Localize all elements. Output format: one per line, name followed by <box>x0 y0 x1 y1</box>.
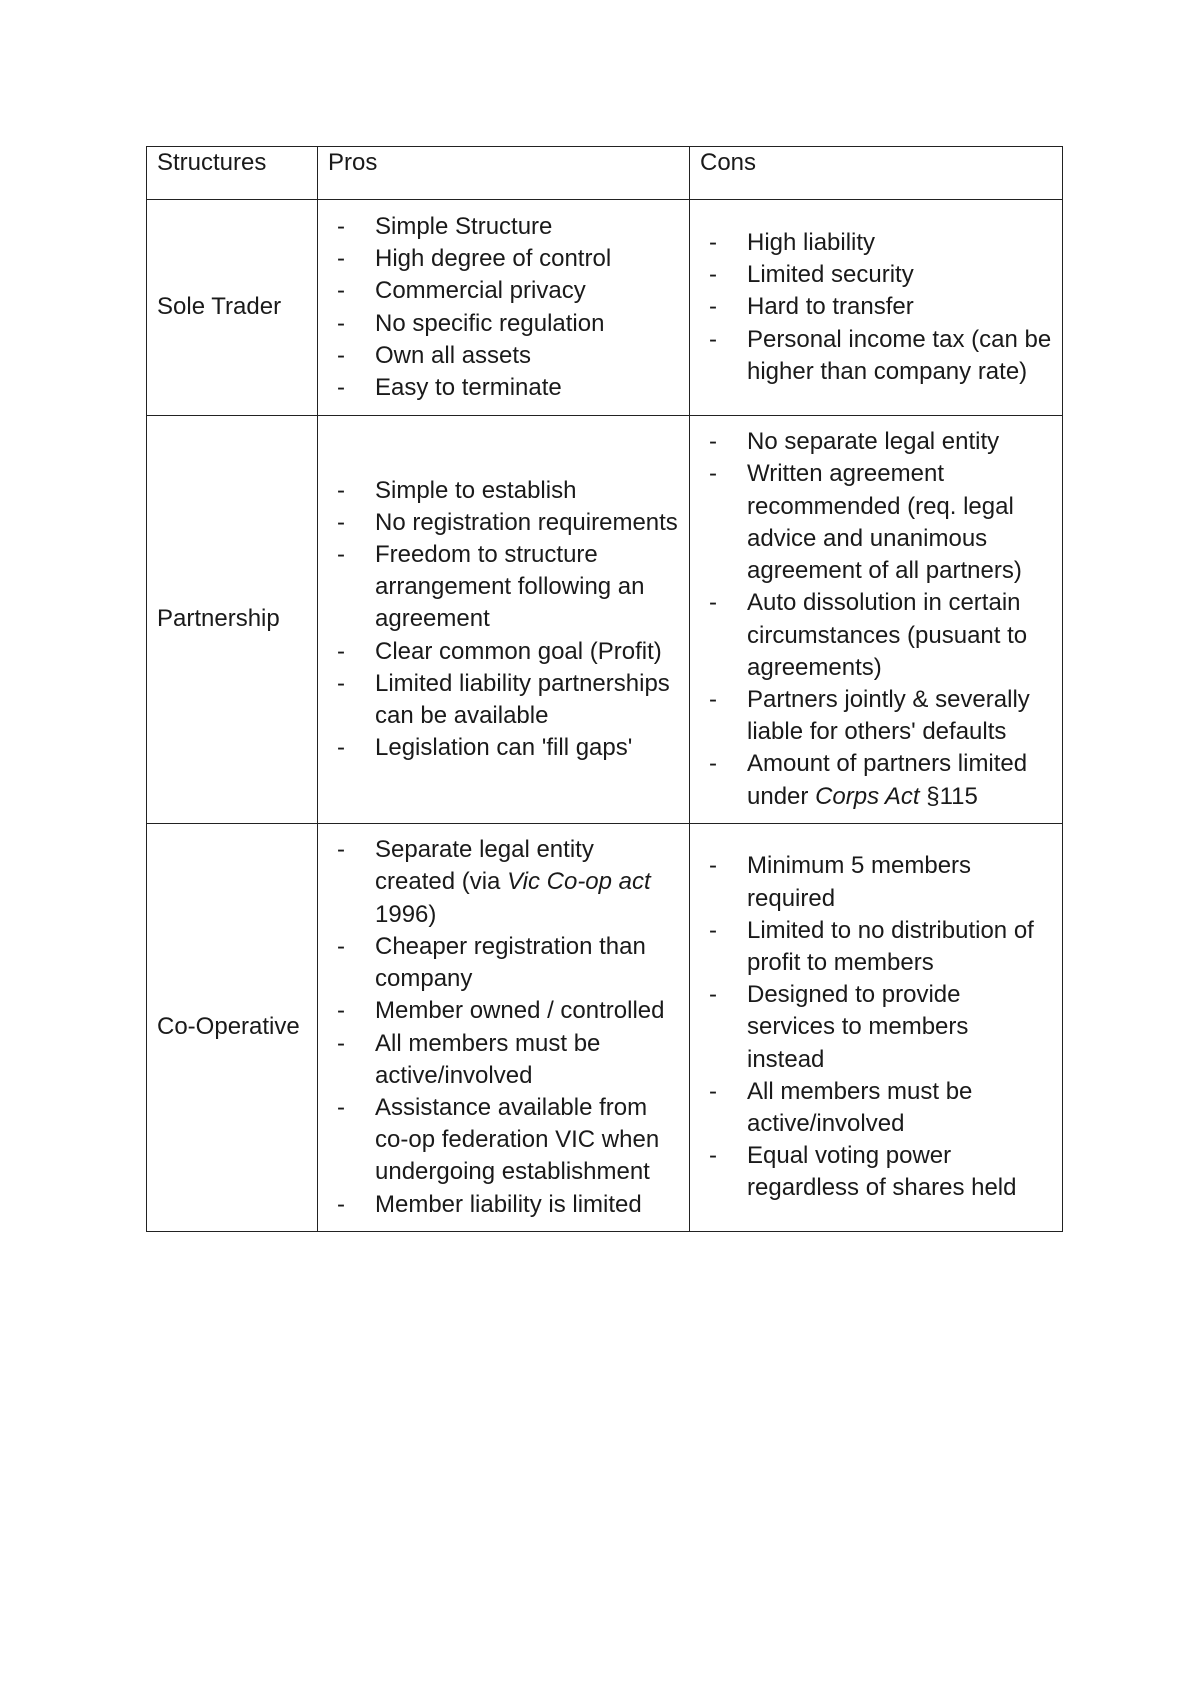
bullet-dash: - <box>337 309 345 337</box>
business-structures-table <box>146 146 1063 1232</box>
list-item-text: No registration requirements <box>375 508 678 536</box>
bullet-dash: - <box>709 325 717 353</box>
list-item <box>328 668 679 732</box>
header-cons: Cons <box>690 147 1063 200</box>
list-item <box>328 243 679 275</box>
list-item-text: Legislation can 'fill gaps' <box>375 734 633 762</box>
list-item <box>700 1076 1052 1140</box>
list-item-text: Written agreement recommended (req. legal advice and unanimous agreement of all partners) <box>747 460 1022 585</box>
bullet-dash: - <box>709 750 717 778</box>
bullet-dash: - <box>709 228 717 256</box>
bullet-dash: - <box>337 669 345 697</box>
list-item <box>328 1092 679 1189</box>
list-item <box>328 308 679 340</box>
list-item <box>700 458 1052 587</box>
list-item <box>700 324 1052 388</box>
list-item <box>328 507 679 539</box>
cons-cell <box>690 416 1063 824</box>
list-item <box>328 211 679 243</box>
bullet-dash: - <box>709 916 717 944</box>
bullet-dash: - <box>337 637 345 665</box>
bullet-dash: - <box>337 1190 345 1218</box>
list-item-text: Equal voting power regardless of shares held <box>747 1142 1017 1202</box>
header-structures: Structures <box>147 147 318 200</box>
pros-cell <box>318 416 690 824</box>
table-header-row <box>147 147 1063 200</box>
list-item <box>328 931 679 995</box>
list-item <box>700 259 1052 291</box>
list-item <box>700 291 1052 323</box>
list-item-text: Cheaper registration than company <box>375 932 646 993</box>
list-item-text: Limited security <box>747 261 914 289</box>
list-item <box>700 850 1052 914</box>
list-item-text: Member owned / controlled <box>375 997 665 1025</box>
list-item-text: Hard to transfer <box>747 293 914 321</box>
list-item-text: All members must be active/involved <box>747 1077 973 1137</box>
bullet-dash: - <box>709 852 717 880</box>
list-item <box>700 587 1052 684</box>
list-item-text: High liability <box>747 228 876 256</box>
list-item <box>700 684 1052 748</box>
bullet-dash: - <box>337 932 345 960</box>
italic-text-run: Vic Co-op act <box>507 868 651 896</box>
list-item-text <box>747 750 1027 809</box>
list-item-text <box>375 836 651 927</box>
list-item <box>328 834 679 931</box>
bullet-dash: - <box>709 1142 717 1170</box>
bullet-dash: - <box>337 997 345 1025</box>
list-item-text: No separate legal entity <box>747 428 1000 456</box>
list-item-text: Simple to establish <box>375 476 577 504</box>
bullet-dash: - <box>337 836 345 864</box>
list-item <box>328 636 679 668</box>
cons-list <box>700 426 1052 812</box>
list-item-text: Simple Structure <box>375 212 553 240</box>
table-row-partnership <box>147 416 1063 824</box>
list-item-text: Minimum 5 members required <box>747 852 972 912</box>
list-item-text: Assistance available from co-op federation VIC when undergoing establishment <box>375 1093 660 1186</box>
table-row-co-operative <box>147 824 1063 1232</box>
list-item-text: All members must be active/involved <box>375 1029 601 1089</box>
bullet-dash: - <box>337 1029 345 1057</box>
header-pros: Pros <box>318 147 690 200</box>
list-item <box>328 372 679 404</box>
list-item <box>700 748 1052 812</box>
structure-name: Sole Trader <box>147 200 318 416</box>
bullet-dash: - <box>337 734 345 762</box>
bullet-dash: - <box>337 212 345 240</box>
text-run: Amount of partners limited under <box>747 750 1028 810</box>
list-item <box>328 275 679 307</box>
list-item-text: Commercial privacy <box>375 277 586 305</box>
text-run: Separate legal entity created (via <box>375 836 594 896</box>
bullet-dash: - <box>709 589 717 617</box>
bullet-dash: - <box>337 1093 345 1121</box>
list-item-text: Member liability is limited <box>375 1190 642 1218</box>
list-item-text: Auto dissolution in certain circumstances (pusuant to agreements) <box>747 589 1028 681</box>
cons-list <box>700 227 1052 388</box>
list-item <box>328 539 679 636</box>
bullet-dash: - <box>709 261 717 289</box>
list-item-text: Freedom to structure arrangement following an agreement <box>375 540 645 633</box>
list-item <box>700 915 1052 979</box>
bullet-dash: - <box>337 508 345 536</box>
list-item <box>328 732 679 764</box>
list-item <box>328 475 679 507</box>
structure-name: Partnership <box>147 416 318 824</box>
cons-cell <box>690 824 1063 1232</box>
structure-name: Co-Operative <box>147 824 318 1232</box>
list-item <box>328 340 679 372</box>
pros-cell <box>318 824 690 1232</box>
text-run: §115 <box>919 782 978 810</box>
list-item <box>700 1140 1052 1204</box>
bullet-dash: - <box>709 981 717 1009</box>
list-item <box>328 995 679 1027</box>
bullet-dash: - <box>709 428 717 456</box>
bullet-dash: - <box>337 245 345 273</box>
list-item-text: Personal income tax (can be higher than company rate) <box>747 325 1052 385</box>
pros-list <box>328 211 679 404</box>
list-item-text: Partners jointly & severally liable for others' defaults <box>747 685 1030 746</box>
bullet-dash: - <box>337 341 345 369</box>
italic-text-run: Corps Act <box>815 782 920 810</box>
list-item <box>328 1028 679 1092</box>
bullet-dash: - <box>337 476 345 504</box>
list-item-text: High degree of control <box>375 245 612 273</box>
list-item <box>700 426 1052 458</box>
list-item-text: Limited to no distribution of profit to members <box>747 916 1034 976</box>
bullet-dash: - <box>337 540 345 568</box>
pros-list <box>328 475 679 765</box>
bullet-dash: - <box>709 685 717 713</box>
table-row-sole-trader <box>147 200 1063 416</box>
pros-cell <box>318 200 690 416</box>
bullet-dash: - <box>337 373 345 401</box>
list-item-text: Designed to provide services to members instead <box>747 981 969 1073</box>
cons-cell <box>690 200 1063 416</box>
list-item <box>700 979 1052 1076</box>
list-item-text: Clear common goal (Profit) <box>375 637 662 665</box>
list-item-text: Limited liability partnerships can be available <box>375 669 670 729</box>
bullet-dash: - <box>709 1077 717 1105</box>
pros-list <box>328 834 679 1220</box>
list-item <box>328 1189 679 1221</box>
list-item-text: Easy to terminate <box>375 373 562 401</box>
list-item-text: Own all assets <box>375 341 532 369</box>
bullet-dash: - <box>709 293 717 321</box>
list-item <box>700 227 1052 259</box>
cons-list <box>700 850 1052 1204</box>
bullet-dash: - <box>709 460 717 488</box>
list-item-text: No specific regulation <box>375 309 605 337</box>
bullet-dash: - <box>337 277 345 305</box>
text-run: 1996) <box>375 900 437 928</box>
